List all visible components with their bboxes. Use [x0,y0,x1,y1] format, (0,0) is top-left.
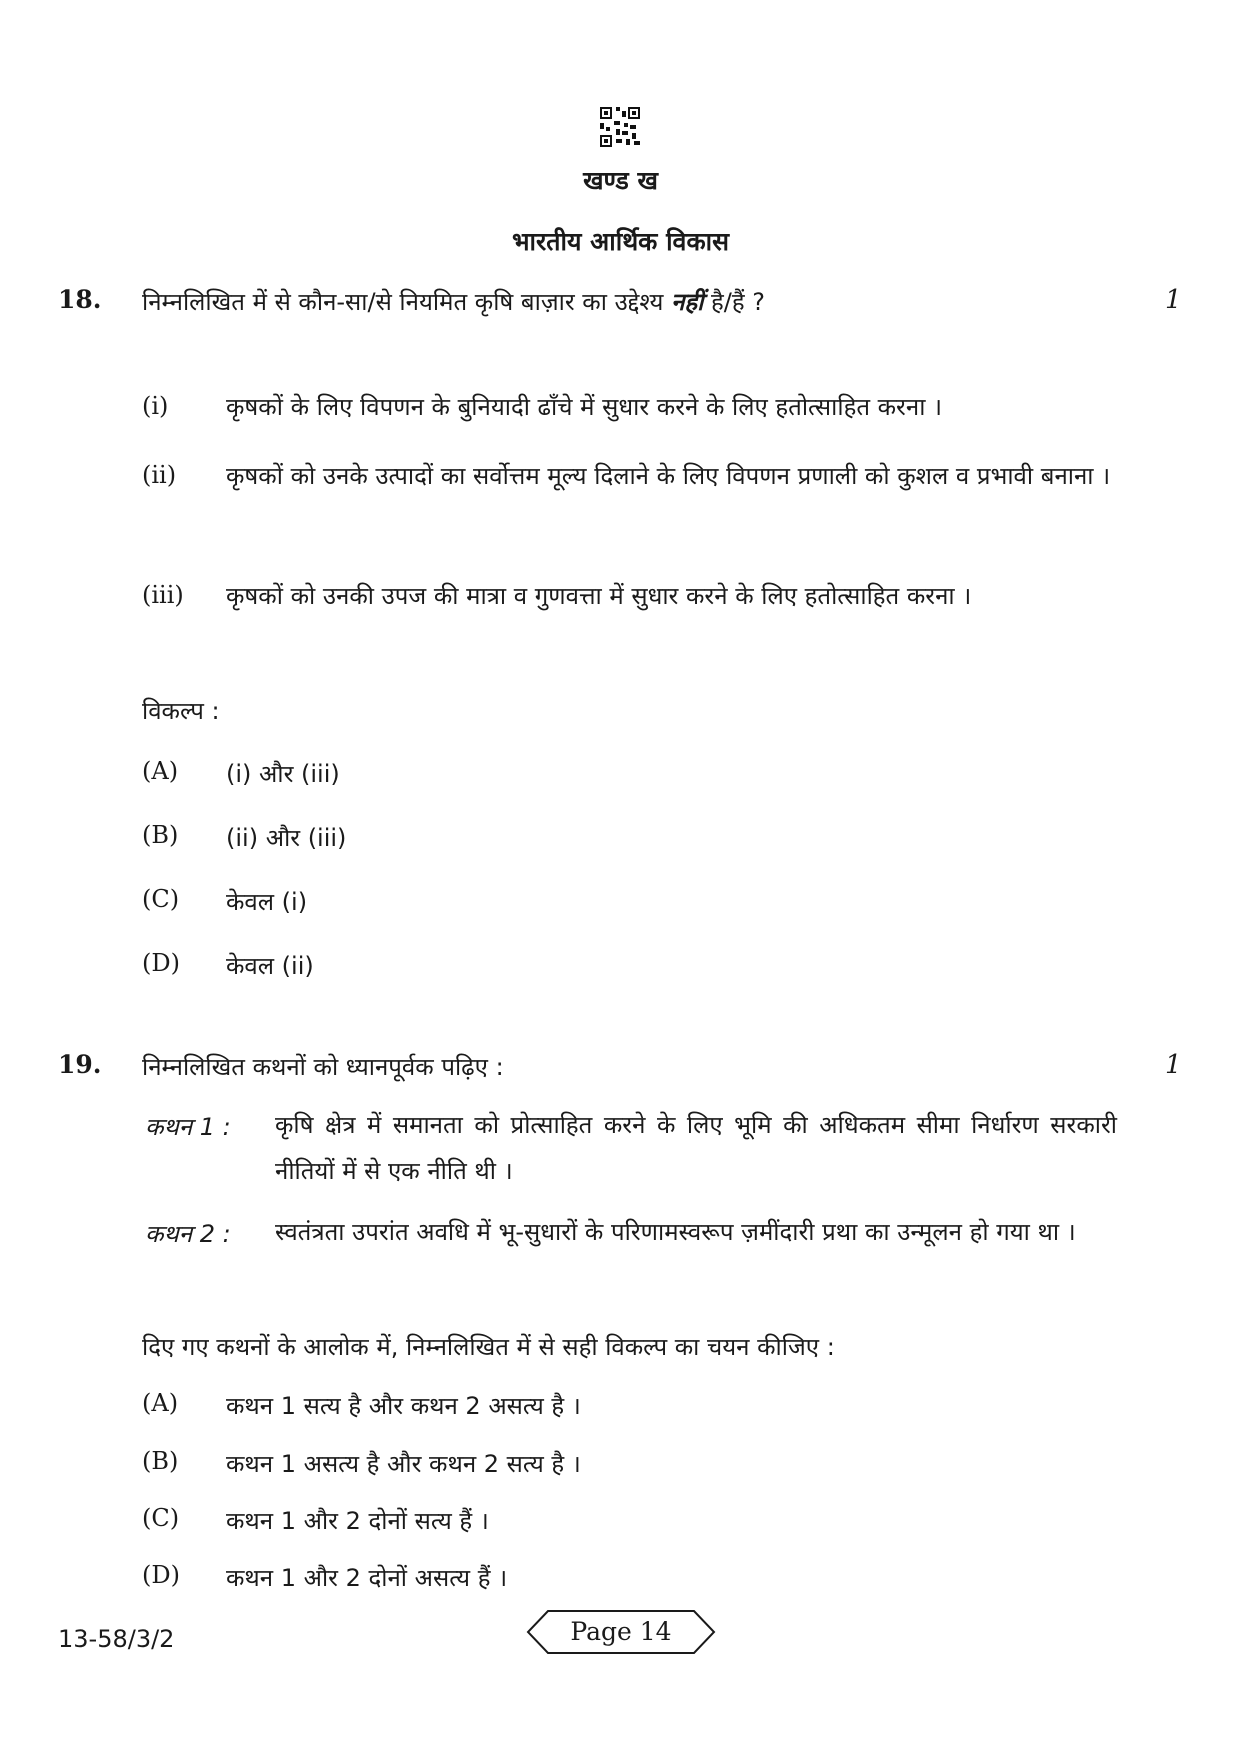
question-18-emphasis: नहीं [671,288,704,316]
question-18-option-text: (ii) और (iii) [226,824,347,852]
question-19-instruction: दिए गए कथनों के आलोक में, निम्नलिखित में से सही विकल्प का चयन कीजिए : [142,1333,835,1361]
question-19-number: 19. [58,1050,102,1079]
question-19-option-text: कथन 1 सत्य है और कथन 2 असत्य है । [226,1392,581,1420]
question-18-text-before: निम्नलिखित में से कौन-सा/से नियमित कृषि बाज़ार का उद्देश्य [142,288,664,316]
question-19-option-label: (C) [142,1504,180,1532]
question-19-marks: 1 [1165,1050,1182,1080]
question-18-option-label: (A) [142,757,179,785]
question-18-item-label: (i) [142,392,169,420]
page-number: Page 14 [570,1617,672,1646]
question-18-item-text: कृषकों को उनकी उपज की मात्रा व गुणवत्ता में सुधार करने के लिए हतोत्साहित करना । [226,582,972,610]
question-18-option-label: (B) [142,821,179,849]
question-18-options-heading: विकल्प : [142,697,220,725]
question-19-option-label: (B) [142,1447,179,1475]
statement-label: कथन 1 : [145,1113,231,1141]
question-18-text-after: है/हैं ? [711,288,765,316]
question-19-text: निम्नलिखित कथनों को ध्यानपूर्वक पढ़िए : [142,1053,504,1081]
section-title: खण्ड ख [583,166,658,195]
question-19-option-text: कथन 1 और 2 दोनों असत्य हैं । [226,1564,508,1592]
question-18-text [142,285,765,318]
question-18-option-text: केवल (i) [226,888,308,916]
question-18-option-label: (C) [142,885,180,913]
question-18-number: 18. [58,285,102,314]
question-18-option-label: (D) [142,949,180,977]
question-19-option-text: कथन 1 और 2 दोनों सत्य हैं । [226,1507,489,1535]
paper-code: 13-58/3/2 [58,1625,175,1653]
question-18-option-text: (i) और (iii) [226,760,340,788]
question-18-item-text: कृषकों को उनके उत्पादों का सर्वोत्तम मूल्य दिलाने के लिए विपणन प्रणाली को कुशल व प्रभावी बनाना । [226,462,1111,490]
question-18-item-text: कृषकों के लिए विपणन के बुनियादी ढाँचे में सुधार करने के लिए हतोत्साहित करना । [226,393,943,421]
question-18-marks: 1 [1165,285,1182,315]
question-19-option-label: (D) [142,1561,180,1589]
question-18-item-label: (iii) [142,581,184,609]
question-19-option-text: कथन 1 असत्य है और कथन 2 सत्य है । [226,1450,581,1478]
statement-label: कथन 2 : [145,1220,231,1248]
qr-code [600,107,640,147]
question-18-option-text: केवल (ii) [226,952,314,980]
question-19-option-label: (A) [142,1389,179,1417]
subject-title: भारतीय आर्थिक विकास [511,227,730,256]
statement-text: कृषि क्षेत्र में समानता को प्रोत्साहित करने के लिए भूमि की अधिकतम सीमा निर्धारण सरकारी नीतियों में से एक नीति थी । [275,1111,1117,1185]
question-18-item-label: (ii) [142,461,177,489]
statement-text: स्वतंत्रता उपरांत अवधि में भू-सुधारों के परिणामस्वरूप ज़मींदारी प्रथा का उन्मूलन हो गया था । [275,1218,1076,1246]
